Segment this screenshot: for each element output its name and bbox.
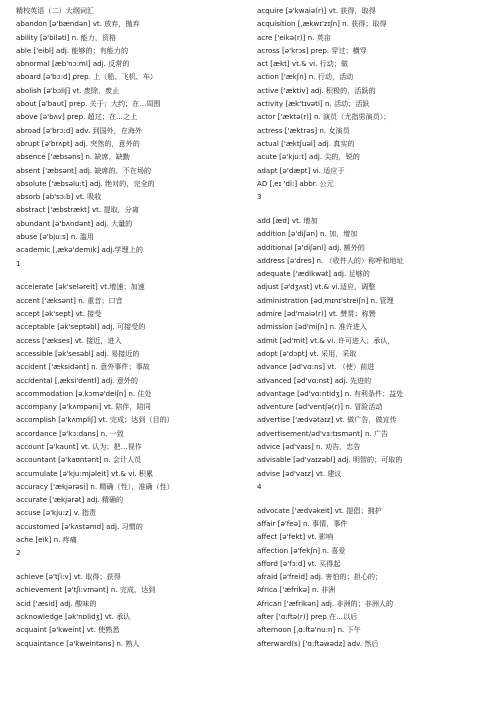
vocab-entry: affect [ə'fekt] vt. 影响 — [257, 532, 334, 542]
vocab-entry: affair [ə'feə] n. 事情，事件 — [257, 518, 348, 528]
page-title: 精校英语（二）大纲词汇 — [16, 6, 95, 15]
vocab-entry: acid ['æsid] adj. 酸味的 — [16, 598, 97, 608]
vocab-entry: ability [ə'biləti] n. 能力，资格 — [16, 32, 117, 42]
left-block-3 — [16, 570, 248, 650]
vocab-entry: African ['æfrikən] adj. 非洲的；非洲人的 — [257, 598, 394, 608]
vocab-entry: actress ['æktrəs] n. 女演员 — [257, 125, 350, 135]
vocab-entry: advertise ['ædvətaɪz] vt. 做广告，做宣传 — [257, 415, 397, 425]
vocab-entry: action ['ækʃn] n. 行动，活动 — [257, 72, 354, 82]
vocab-entry: accomplish [ə'kʌmpliʃ] vt. 完成；达到（目的） — [16, 415, 174, 425]
vocab-entry: accordance [ə'kɔ:dans] n. 一致 — [16, 428, 124, 438]
vocab-entry: advocate ['ædvəkeit] vt. 提倡；拥护 — [257, 505, 382, 515]
page-number: 2 — [16, 548, 21, 558]
vocab-entry: acquaintance [ə'kweintəns] n. 熟人 — [16, 638, 140, 648]
vocab-entry: aboard [ə'bɔ:d] prep. 上（船、飞机、车） — [16, 72, 157, 82]
vocab-entry: accountant [ə'kaʊntənt] n. 会计人员 — [16, 455, 142, 465]
vocab-entry: accustomed [ə'kʌstəmd] adj. 习惯的 — [16, 521, 143, 531]
vocab-entry: achieve [ə'tʃi:v] vt. 取得；获得 — [16, 572, 121, 582]
vocab-entry: abuse [ə'bju:s] n. 滥用 — [16, 232, 95, 242]
vocab-entry: abnormal [æb'nɔ:ml] adj. 反常的 — [16, 59, 130, 69]
vocab-entry: afterward(s) ['ɑ:ftəwədz] adv. 然后 — [257, 638, 379, 648]
right-block-2 — [257, 214, 493, 480]
vocab-entry: advice [əd'vaɪs] n. 劝告，忠告 — [257, 442, 361, 451]
vocab-entry: advance [əd'vɑ:ns] vt. （使）前进 — [257, 362, 375, 372]
vocab-entry: active ['æktiv] adj. 积极的，活跃的 — [257, 85, 376, 95]
vocab-entry: afraid [ə'freid] adj. 害怕的；担心的； — [257, 572, 383, 582]
right-column — [257, 4, 493, 650]
vocab-entry: account [ə'kaunt] vt. 认为；把…视作 — [16, 442, 142, 451]
vocab-entry: adequate ['ædikwət] adj. 足够的 — [257, 269, 370, 279]
vocab-entry: add [æd] vt. 增加 — [257, 215, 318, 225]
vocab-entry: abroad [ə'brɔ:d] adv. 到国外，在海外 — [16, 125, 143, 135]
vocab-entry: accommodation [əˌkɔmə'deiʃn] n. 住处 — [16, 388, 152, 398]
vocab-entry: acre ['eikə(r)] n. 英亩 — [257, 32, 331, 42]
vocab-entry: acknowledge [ək'nɒlidʒ] vt. 承认 — [16, 612, 131, 622]
left-block-2 — [16, 280, 248, 546]
vocab-entry: administration [ədˌmɪnɪ'streiʃn] n. 管理 — [257, 295, 394, 305]
left-column — [16, 4, 248, 650]
vocab-entry: accumulate [ə'kju:mjəleit] vt.& vi. 积累 — [16, 468, 154, 478]
vocab-entry: ache [eik] n. 疼痛 — [16, 535, 77, 545]
vocab-entry: accept [ək'sept] vt. 接受 — [16, 309, 102, 319]
vocab-entry: accidental [ˌæksi'dentl] adj. 意外的 — [16, 375, 138, 385]
vocab-entry: abolish [ə'bɔliʃ] vt. 废除，废止 — [16, 85, 120, 95]
vocab-entry: advertisement/əd'vɜ:tɪsmənt] n. 广告 — [257, 428, 389, 438]
vocab-entry: after ['ɑ:ftə(r)] prep.在…以后 — [257, 612, 358, 622]
vocab-entry: accuse [ə'kju:z] v. 指责 — [16, 508, 97, 518]
vocab-entry: above [ə'bʌv] prep. 超过；在…之上 — [16, 112, 138, 122]
vocab-entry: admit [əd'mit] vt.& vi. 许可进入；承认， — [257, 335, 395, 345]
vocab-entry: address [ə'dres] n. （收件人的）称呼和地址 — [257, 255, 404, 265]
vocab-entry: abandon [ə'bændən] vt. 放弃，抛弃 — [16, 19, 140, 29]
vocab-entry: adapt [ə'dæpt] vi. 适应于 — [257, 165, 345, 175]
vocab-entry: abrupt [ə'brʌpt] adj. 突然的，意外的 — [16, 138, 140, 148]
vocab-entry: abundant [ə'bʌndənt] adj. 大量的 — [16, 218, 133, 228]
vocab-entry: absolute ['æbsəlu:t] adj. 绝对的，完全的 — [16, 178, 155, 188]
vocab-entry: about [ə'baut] prep. 关于；大约；在…周围 — [16, 99, 161, 109]
vocab-entry: access ['ækses] vt. 接近，进入 — [16, 335, 122, 345]
vocab-entry: advanced [əd'vɑ:nst] adj. 先进的 — [257, 375, 372, 385]
vocab-entry: afford [ə'fɔ:d] vt. 买得起 — [257, 558, 341, 568]
vocab-entry: abstract ['æbstrækt] vt. 提取，分离 — [16, 205, 139, 215]
vocab-entry: acquaint [ə'kweint] vt. 使熟悉 — [16, 625, 120, 635]
vocab-entry: acquire [ə'kwaiə(r)] vt. 获得，取得 — [257, 6, 376, 15]
page-number: 3 — [257, 192, 262, 202]
vocab-entry: act [ækt] vt.& vi. 行动；做 — [257, 59, 349, 69]
vocab-entry: admire [əd'maiə(r)] vt. 赞赏；称赞 — [257, 309, 376, 319]
vocab-entry: advisable [əd'vaɪzəbl] adj. 明智的；可取的 — [257, 455, 403, 465]
vocab-entry: affection [ə'fekʃn] n. 喜爱 — [257, 545, 346, 555]
vocab-entry: accident ['æksidənt] n. 意外事件；事故 — [16, 362, 150, 372]
vocab-entry: Africa ['æfrikə] n. 非洲 — [257, 585, 336, 595]
vocab-entry: accurate ['ækjərət] adj. 精确的 — [16, 495, 124, 505]
vocab-entry: accent ['æksənt] n. 重音；口音 — [16, 295, 123, 305]
vocab-entry: activity [æk'tɪvəti] n. 活动；活跃 — [257, 99, 370, 109]
vocab-entry: acquisition [ˌækwɪ'zɪʃn] n. 获得；取得 — [257, 19, 387, 29]
vocab-entry: across [ə'krɔs] prep. 穿过；横穿 — [257, 45, 367, 55]
vocab-entry: able ['eibl] adj. 能够的；有能力的 — [16, 45, 129, 55]
vocab-entry: accelerate [ək'seləreit] vt.增速；加速 — [16, 282, 145, 292]
vocab-entry: absorb [əb'sɔ:b] vt. 吸收 — [16, 192, 102, 202]
vocab-entry: afternoon [ˌɑ:ftə'nu:n] n. 下午 — [257, 625, 361, 635]
left-block-1 — [16, 17, 248, 256]
vocab-entry: adjust [ə'dʒʌst] vt.& vi.适应，调整 — [257, 282, 376, 292]
right-block-1 — [257, 4, 493, 190]
vocab-entry: adventure [əd'ventʃə(r)] n. 冒险活动 — [257, 402, 383, 412]
vocab-entry: actor ['æktə(r)] n. 演员（尤指男演员）； — [257, 112, 391, 122]
vocab-entry: advantage [əd'vɑ:ntidʒ] n. 有利条件；益处 — [257, 388, 404, 398]
right-block-3 — [257, 504, 493, 650]
vocab-entry: AD [ˌeɪ 'di:] abbr. 公元 — [257, 178, 334, 188]
vocab-entry: admission [əd'miʃn] n. 准许进入 — [257, 322, 367, 332]
vocab-entry: addition [ə'diʃən] n. 加，增加 — [257, 229, 358, 239]
vocab-entry: accompany [ə'kʌmpəni] vt. 陪伴，陪同 — [16, 402, 151, 412]
vocab-entry: accuracy ['ækjərəsi] n. 精确（性），准确（性） — [16, 481, 174, 491]
vocab-entry: absent ['æbsənt] adj. 缺席的，不在场的 — [16, 165, 152, 175]
vocab-entry: advise [əd'vaɪz] vt. 建议 — [257, 468, 342, 478]
vocab-entry: acute [ə'kju:t] adj. 尖的，锐的 — [257, 152, 360, 162]
vocab-entry: academic [ˌækə'demik] adj.学理上的 — [16, 245, 143, 255]
vocab-entry: achievement [ə'tʃi:vmənt] n. 完成，达到 — [16, 585, 156, 595]
page-number: 4 — [257, 481, 262, 491]
page-number: 1 — [16, 258, 21, 268]
vocab-entry: actual ['æktʃuəl] adj. 真实的 — [257, 138, 355, 148]
vocab-entry: absence ['æbsəns] n. 缺席，缺勤 — [16, 152, 130, 162]
vocab-entry: adopt [ə'dɔpt] vt. 采用，采取 — [257, 348, 357, 358]
vocab-entry: accessible [ək'sesəbl] adj. 易接近的 — [16, 348, 140, 358]
vocab-entry: additional [ə'diʃənl] adj. 额外的 — [257, 242, 365, 252]
vocab-entry: acceptable [ək'septəbl] adj. 可接受的 — [16, 322, 146, 332]
